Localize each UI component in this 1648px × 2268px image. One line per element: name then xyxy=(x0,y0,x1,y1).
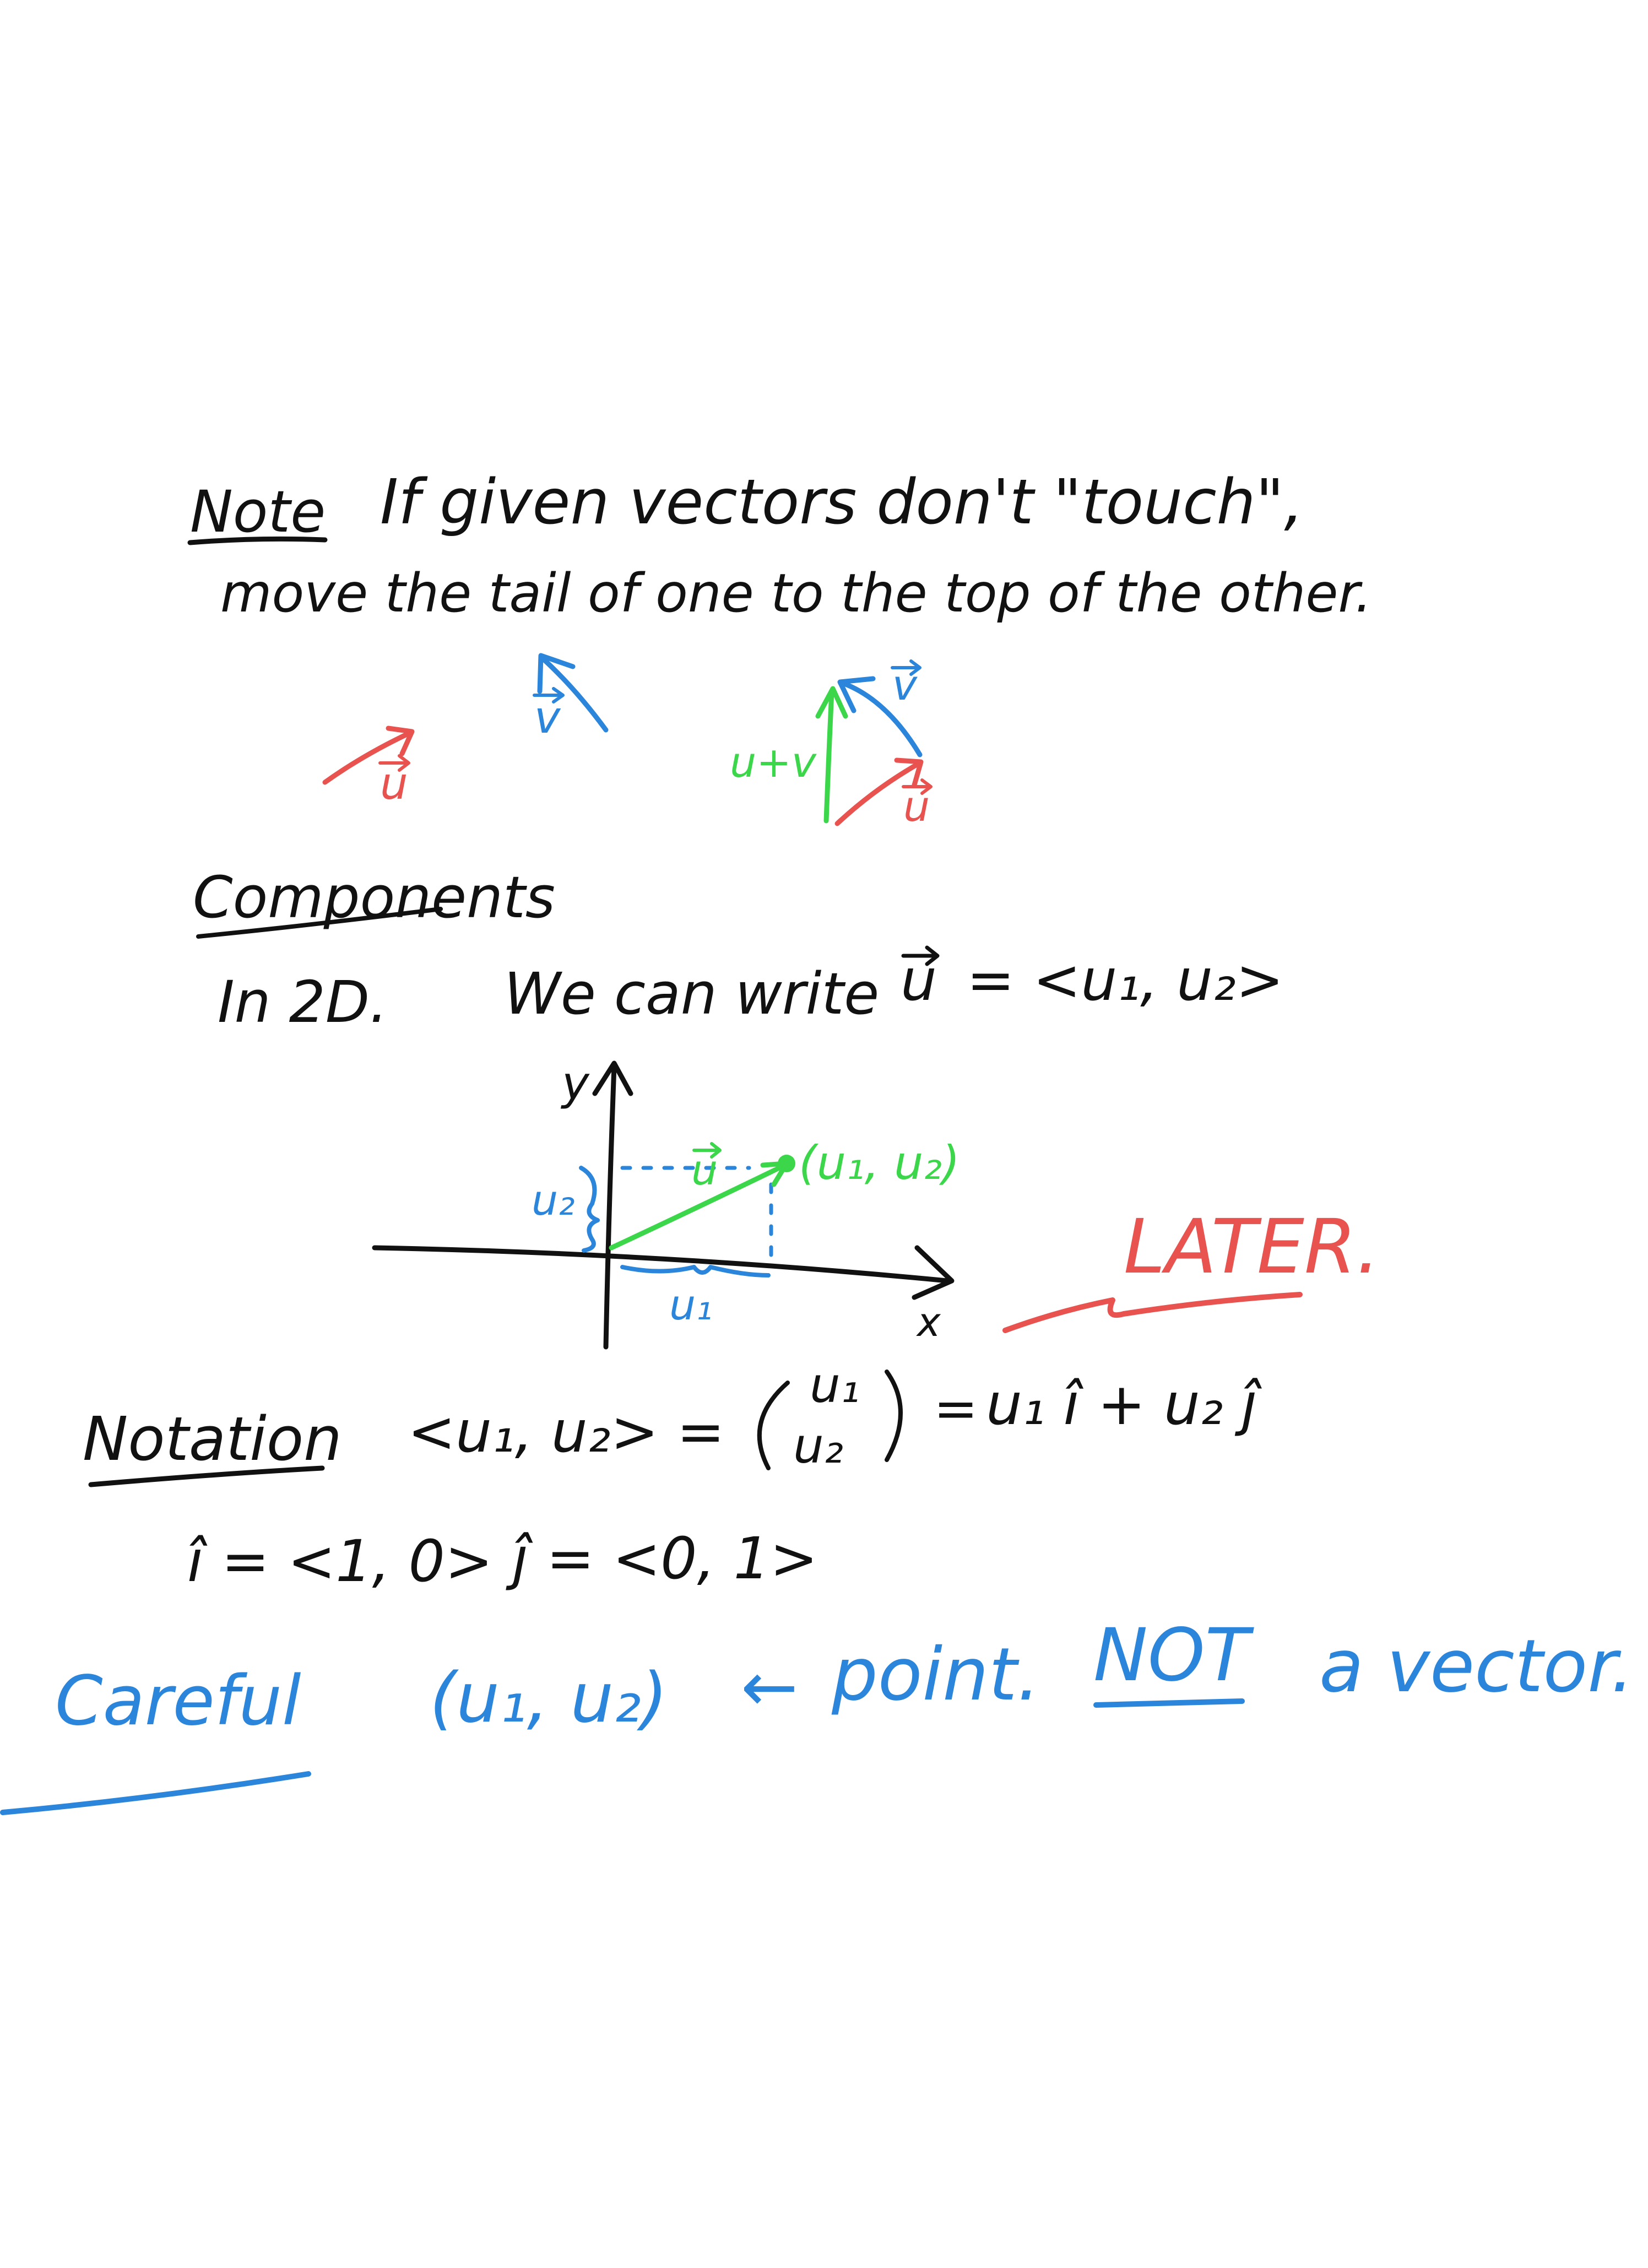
x-axis-arrowhead xyxy=(914,1248,952,1297)
careful-a-vector: a vector. xyxy=(1319,1624,1634,1709)
column-vector-left-paren xyxy=(760,1383,788,1468)
x-axis-label: x xyxy=(917,1299,941,1345)
y-axis xyxy=(606,1066,614,1347)
notation-heading: Notation xyxy=(83,1404,342,1474)
careful-point: (u₁, u₂) xyxy=(430,1659,668,1738)
note-heading: Note xyxy=(190,478,326,545)
u-vector-symbol: u xyxy=(901,946,937,1014)
careful-heading: Careful xyxy=(55,1661,301,1741)
components-heading: Components xyxy=(193,864,555,931)
u2-label: u₂ xyxy=(532,1176,575,1225)
careful-point-word: point. xyxy=(832,1632,1040,1717)
u-component-equation: = <u₁, u₂> xyxy=(967,946,1284,1014)
column-vector-top: u₁ xyxy=(810,1357,860,1414)
column-vector-right-paren xyxy=(887,1372,901,1460)
later-label: LATER. xyxy=(1124,1204,1380,1291)
x-axis xyxy=(375,1248,947,1281)
careful-not-underline xyxy=(1096,1701,1242,1705)
sum-diagram-u-plus-v-label: u+v xyxy=(730,738,816,787)
u2-brace xyxy=(581,1168,598,1251)
u-vector-diagram-label: u xyxy=(691,1145,718,1194)
notation-rhs-equals: = xyxy=(934,1378,978,1439)
notation-rhs: u₁ î + u₂ ĵ xyxy=(986,1371,1257,1438)
vector-u-label: u xyxy=(380,758,408,809)
u1-label: u₁ xyxy=(669,1280,713,1329)
careful-arrow: ← xyxy=(741,1648,798,1727)
in-2d-label: In 2D. xyxy=(218,968,388,1036)
note-line-2: move the tail of one to the top of the other. xyxy=(220,562,1372,624)
y-axis-label: y xyxy=(562,1056,589,1110)
u-endpoint-dot xyxy=(778,1155,795,1172)
sum-diagram-u-label: u xyxy=(903,782,930,831)
column-vector-bottom: u₂ xyxy=(793,1417,844,1474)
careful-not-emphasis: NOT xyxy=(1093,1613,1250,1698)
u1-brace xyxy=(622,1267,768,1275)
notation-lhs: <u₁, u₂> = xyxy=(408,1398,725,1465)
later-underline xyxy=(1005,1295,1300,1330)
j-hat-definition: ĵ = <0, 1> xyxy=(512,1525,818,1592)
point-u1-u2-label: (u₁, u₂) xyxy=(799,1136,960,1190)
sum-diagram-v-label: v xyxy=(892,661,917,710)
i-hat-definition: î = <1, 0> xyxy=(187,1528,493,1595)
we-can-write-text: We can write xyxy=(504,960,880,1027)
vector-v-label: v xyxy=(534,692,561,743)
careful-underline xyxy=(3,1774,308,1812)
sum-diagram-u-plus-v-green xyxy=(826,691,832,821)
note-line-1: If given vectors don't "touch", xyxy=(380,467,1304,538)
